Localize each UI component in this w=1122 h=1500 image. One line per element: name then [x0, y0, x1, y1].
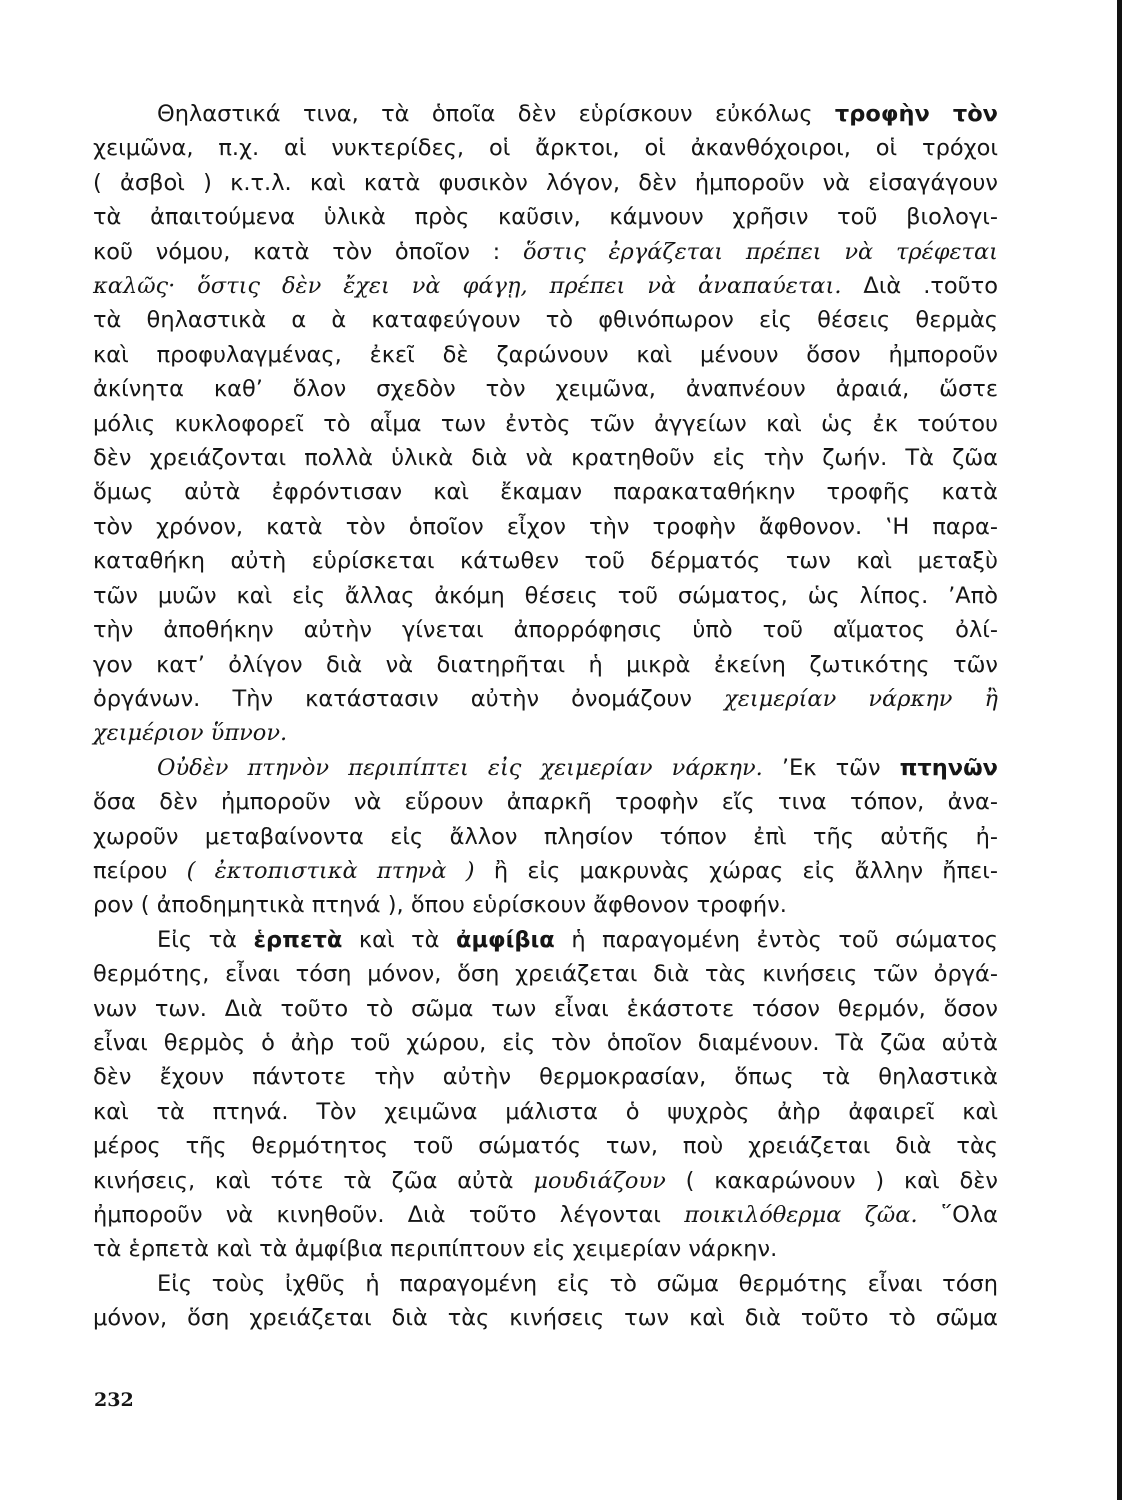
bold-run: τροφὴν τὸν [834, 101, 998, 127]
text-line [93, 441, 998, 475]
text-run: καταθήκη αὐτὴ εὑρίσκεται κάτωθεν τοῦ δέρματός των καὶ μεταξὺ [93, 548, 998, 575]
text-line [93, 1267, 998, 1301]
text-run: χωροῦν μεταβαίνοντα εἰς ἄλλον πλησίον τόπον ἐπὶ τῆς αὐτῆς ἠ- [93, 823, 998, 850]
text-line [93, 166, 998, 200]
italic-run: καλῶς· ὅστις δὲν ἔχει νὰ φάγῃ, πρέπει νὰ ἀναπαύεται. [93, 273, 842, 300]
text-run: πείρου [93, 857, 187, 884]
text-run: καὶ τὰ πτηνά. Τὸν χειμῶνα μάλιστα ὁ ψυχρὸς ἀὴρ ἀφαιρεῖ καὶ [93, 1098, 998, 1125]
text-line [93, 1198, 998, 1232]
page-number: 232 [94, 1389, 134, 1411]
italic-run: χειμέριον ὕπνον. [93, 720, 288, 747]
text-line [93, 613, 998, 647]
text-line [93, 338, 998, 372]
text-run: τὸν χρόνον, κατὰ τὸν ὁποῖον εἶχον τὴν τροφὴν ἄφθονον. ‛Η παρα- [93, 513, 998, 540]
text-run: καὶ προφυλαγμένας, ἐκεῖ δὲ ζαρώνουν καὶ μένουν ὅσον ἠμποροῦν [93, 341, 998, 368]
bold-run: ἑρπετὰ [253, 926, 343, 953]
paragraph-fish [93, 1267, 998, 1336]
text-line [93, 923, 998, 957]
paragraph-birds [93, 751, 998, 923]
text-run: χειμῶνα, π.χ. αἱ νυκτερίδες, οἱ ἄρκτοι, οἱ ἀκανθόχοιροι, οἱ τρόχοι [93, 135, 998, 162]
scan-edge [1117, 0, 1122, 1500]
text-line [93, 716, 998, 750]
text-line [93, 131, 998, 165]
text-line [93, 510, 998, 544]
text-line [93, 888, 998, 922]
text-run: ὀργάνων. Τὴν κατάστασιν αὐτὴν ὀνομάζουν [93, 685, 725, 712]
text-line [93, 200, 998, 234]
text-line [93, 579, 998, 613]
text-line [93, 1164, 998, 1198]
text-line [93, 235, 998, 269]
text-line [93, 544, 998, 578]
text-run: κοῦ νόμου, κατὰ τὸν ὁποῖον : [93, 238, 523, 265]
text-run: Εἰς τὰ [157, 926, 254, 953]
text-run: τὰ ἑρπετὰ καὶ τὰ ἀμφίβια περιπίπτουν εἰς χειμερίαν νάρκην. [93, 1236, 778, 1263]
text-run: ( ἀσβοὶ ) κ.τ.λ. καὶ κατὰ φυσικὸν λόγον, δὲν ἠμποροῦν νὰ εἰσαγάγουν [93, 169, 998, 196]
text-line [93, 751, 998, 785]
text-run: ἡ παραγομένη ἐντὸς τοῦ σώματος [554, 926, 999, 953]
text-line [93, 648, 998, 682]
text-line [93, 97, 998, 131]
text-run: εἶναι θερμὸς ὁ ἀὴρ τοῦ χώρου, εἰς τὸν ὁποῖον διαμένουν. Τὰ ζῶα αὐτὰ [93, 1029, 998, 1056]
text-run: τὰ ἀπαιτούμενα ὑλικὰ πρὸς καῦσιν, κάμνουν χρῆσιν τοῦ βιολογι- [93, 204, 998, 231]
text-line [93, 957, 998, 991]
text-line [93, 1301, 998, 1335]
italic-run: χειμερίαν νάρκην ἢ [724, 685, 998, 712]
text-run: Διὰ .τοῦτο [841, 273, 998, 300]
text-run: δὲν χρειάζονται πολλὰ ὑλικὰ διὰ νὰ κρατηθοῦν εἰς τὴν ζωήν. Τὰ ζῶα [93, 445, 998, 472]
text-line [93, 854, 998, 888]
text-run: γον κατ’ ὀλίγον διὰ νὰ διατηρῆται ἡ μικρὰ ἐκείνη ζωτικότης τῶν [93, 651, 998, 678]
text-run: ἠμποροῦν νὰ κινηθοῦν. Διὰ τοῦτο λέγονται [93, 1202, 685, 1228]
text-run: μόλις κυκλοφορεῖ τὸ αἷμα των ἐντὸς τῶν ἀγγείων καὶ ὡς ἐκ τούτου [93, 410, 998, 437]
text-line [93, 820, 998, 854]
text-run: Εἰς τοὺς ἰχθῦς ἡ παραγομένη εἰς τὸ σῶμα θερμότης εἶναι τόση [157, 1270, 998, 1297]
text-run: θερμότης, εἶναι τόση μόνον, ὅση χρειάζεται διὰ τὰς κινήσεις τῶν ὀργά- [93, 961, 998, 988]
italic-run: Οὐδὲν πτηνὸν περιπίπτει εἰς χειμερίαν νάρκην. [157, 754, 763, 781]
text-line [93, 1095, 998, 1129]
italic-run: ( ἐκτοπιστικὰ πτηνὰ ) [186, 857, 475, 884]
text-run: τὰ θηλαστικὰ α ὰ καταφεύγουν τὸ φθινόπωρον εἰς θέσεις θερμὰς [93, 307, 998, 334]
text-line [93, 407, 998, 441]
text-run: τὴν ἀποθήκην αὐτὴν γίνεται ἀπορρόφησις ὑπὸ τοῦ αἵματος ὀλί- [93, 617, 998, 644]
body-text [93, 97, 998, 1336]
paragraph-reptiles-amphibians [93, 923, 998, 1267]
bold-run: πτηνῶν [899, 754, 998, 781]
text-run: ἀκίνητα καθ’ ὅλον σχεδὸν τὸν χειμῶνα, ἀναπνέουν ἀραιά, ὥστε [93, 376, 998, 403]
text-line [93, 1129, 998, 1163]
text-line [93, 1232, 998, 1266]
text-run: ῞Ολα [917, 1202, 999, 1228]
italic-run: ὅστις ἐργάζεται πρέπει νὰ τρέφεται [522, 238, 998, 265]
text-run: μέρος τῆς θερμότητος τοῦ σώματός των, ποὺ χρειάζεται διὰ τὰς [93, 1133, 998, 1160]
text-run: Θηλαστικά τινα, τὰ ὁποῖα δὲν εὑρίσκουν εὐκόλως [157, 101, 835, 127]
text-run: νων των. Διὰ τοῦτο τὸ σῶμα των εἶναι ἑκάστοτε τόσον θερμόν, ὅσον [93, 995, 998, 1022]
paragraph-hibernation-mammals [93, 97, 998, 751]
text-run: καὶ τὰ [342, 926, 457, 953]
text-line [93, 785, 998, 819]
text-run: κινήσεις, καὶ τότε τὰ ζῶα αὐτὰ [93, 1167, 534, 1194]
text-line [93, 1026, 998, 1060]
text-run: ὅμως αὐτὰ ἐφρόντισαν καὶ ἔκαμαν παρακαταθήκην τροφῆς κατὰ [93, 479, 998, 506]
bold-run: ἀμφίβια [456, 926, 555, 953]
text-run: ρον ( ἀποδημητικὰ πτηνά ), ὅπου εὑρίσκουν ἄφθονον τροφήν. [93, 892, 787, 919]
text-line [93, 682, 998, 716]
text-run: ἢ εἰς μακρυνὰς χώρας εἰς ἄλλην ἤπει- [474, 857, 999, 884]
italic-run: ποικιλόθερμα ζῶα. [684, 1202, 918, 1228]
text-run: μόνον, ὅση χρειάζεται διὰ τὰς κινήσεις των καὶ διὰ τοῦτο τὸ σῶμα [93, 1305, 998, 1332]
text-line [93, 475, 998, 509]
italic-run: μουδιάζουν [533, 1167, 666, 1194]
text-line [93, 303, 998, 337]
text-line [93, 1060, 998, 1094]
text-run: ’Εκ τῶν [762, 754, 900, 781]
text-line [93, 992, 998, 1026]
text-run: τῶν μυῶν καὶ εἰς ἄλλας ἀκόμη θέσεις τοῦ σώματος, ὡς λίπος. ’Απὸ [93, 582, 998, 609]
text-line [93, 269, 998, 303]
text-line [93, 372, 998, 406]
text-run: ( κακαρώνουν ) καὶ δὲν [665, 1167, 998, 1194]
text-run: δὲν ἔχουν πάντοτε τὴν αὐτὴν θερμοκρασίαν, ὅπως τὰ θηλαστικὰ [93, 1064, 998, 1091]
text-run: ὅσα δὲν ἠμποροῦν νὰ εὕρουν ἀπαρκῆ τροφὴν εἴς τινα τόπον, ἀνα- [93, 789, 998, 816]
